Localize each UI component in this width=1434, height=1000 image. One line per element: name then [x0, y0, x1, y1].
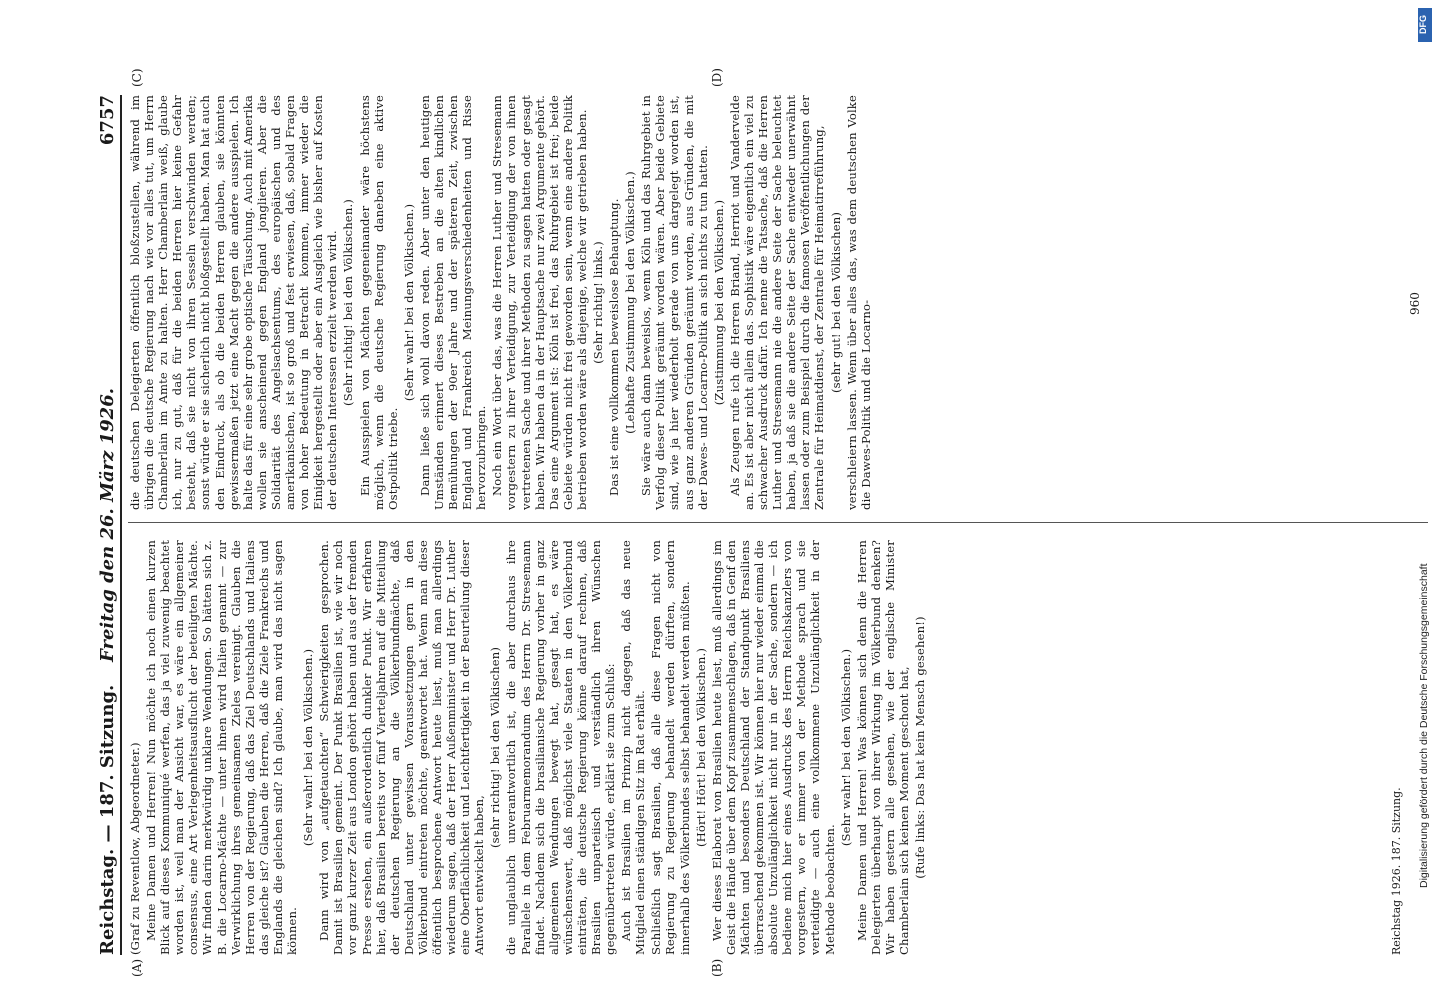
- paragraph: (Graf zu Reventlow, Abgeordneter.): [128, 742, 142, 955]
- column-divider: [128, 522, 1428, 523]
- paragraph: Wer dieses Elaborat von Brasilien heute liest, muß allerdings im Geist die Hände über dem Kopf zusammenschlagen, daß in Genf den Mächten und besonders Deutschland der Standpunkt Brasiliens überraschend gekommen ist. Wir können hier nur wieder einmal die absolute Unzulänglichkeit nicht nur in der Sache, sondern — ich bediene mich hier eines Ausdrucks des Herrn Reichskanzlers von vorgestern, wo er immer von der Methode sprach und sie verteidigte — auch eine vollkommene Unzulänglichkeit in der Methode beobachten.: [709, 540, 837, 955]
- margin-marker-c: (C): [130, 68, 144, 87]
- paragraph: Ein Ausspielen von Mächten gegeneinander wäre höchstens möglich, wenn die deutsche Regierung daneben eine aktive Ostpolitik triebe.: [357, 95, 400, 510]
- paragraph: die unglaublich unverantwortlich ist, die aber durchaus ihre Parallele in dem Februarmemorandum des Herrn Dr. Stresemann findet. Nachdem sich die brasilianische Regierung vorher in ganz allgemeinen Wendungen bewegt hat, gesagt hat, es wäre wünschenswert, daß möglichst viele Staaten in den Völkerbund einträten, die deutsche Regierung könne darauf rechnen, daß Brasilien unparteiisch und verständlich ihren Wünschen gegenübertreten würde, erklärt sie zum Schluß:: [504, 540, 618, 955]
- quotation: Auch ist Brasilien im Prinzip nicht dagegen, daß das neue Mitglied einen ständigen Sitz im Rat erhält.: [619, 540, 648, 955]
- interjection: (sehr richtig! bei den Völkischen): [488, 646, 503, 849]
- paragraph: Noch ein Wort über das, was die Herren Luther und Stresemann vorgestern zu ihrer Verteidigung, zur Verteidigung der von ihnen vertretenen Sache und ihrer Methoden zu sagen hatten oder gesagt haben. Wir haben da in der Hauptsache nur zwei Argumente gehört. Das eine Argument ist: Köln ist frei, das Ruhrgebiet ist frei; beide Gebiete würden nicht frei geworden sein, wenn eine andere Politik betrieben worden wäre als diejenige, welche wir getrieben haben.: [490, 95, 589, 510]
- paragraph: Meine Damen und Herren! Was können sich denn die Herren Delegierten überhaupt von ihrer Wirkung im Völkerbund denken? Wir haben gestern alle gesehen, wie der englische Minister Chamberlain sich keinen Moment geschont hat,: [854, 540, 911, 955]
- column-left: [128, 540, 929, 955]
- digitization-note: Digitalisierung gefördert durch die Deutsche Forschungsgemeinschaft: [1418, 563, 1430, 888]
- paragraph: verschleiern lassen. Wenn über alles das, was dem deutschen Volke die Dawes-Politik und die Locarno-: [844, 95, 873, 510]
- interjection: (Sehr wahr! bei den Völkischen.): [301, 648, 316, 847]
- dfg-logo: DFG: [1418, 8, 1432, 42]
- interjection: (Sehr wahr! bei den Völkischen.): [838, 648, 853, 847]
- column-right: [128, 95, 875, 510]
- paragraph: Dann wird von „aufgetauchten“ Schwierigkeiten gesprochen. Damit ist Brasilien gemeint. Der Punkt Brasilien ist, wie wir noch vor ganz kurzer Zeit aus London gehört haben und aus der fremden Presse ersehen, ein außerordentlich dunkler Punkt. Wir erfahren hier, daß Brasilien bereits vor fünf Vierteljahren auf die Mitteilung der deutschen Regierung an die Völkerbundmächte, daß Deutschland unter gewissen Voraussetzungen gern in den Völkerbund eintreten möchte, geantwortet hat. Wenn man diese öffentlich besprochene Antwort heute liest, muß man allerdings wiederum sagen, daß der Herr Außenminister und Herr Dr. Luther eine Oberflächlichkeit und Leichtfertigkeit in der Beurteilung dieser Antwort entwickelt haben,: [317, 540, 487, 955]
- header-date: Freitag den 26. März 1926.: [97, 388, 118, 662]
- footer-page-number: 960: [1408, 292, 1422, 315]
- interjection: (sehr gut! bei den Völkischen): [828, 211, 843, 394]
- paragraph: Das ist eine vollkommen beweislose Behauptung.: [607, 198, 622, 496]
- page-footer: Reichstag 1926. 187. Sitzung.: [1390, 787, 1403, 955]
- interjection: (Sehr richtig! bei den Völkischen.): [341, 199, 356, 406]
- paragraph: Als Zeugen rufe ich die Herren Briand, Herriot und Vandervelde an. Es ist aber nicht allein das. Sophistik wäre eigentlich ein viel zu schwacher Ausdruck dafür. Ich nenne die Tatsache, daß die Herren Luther und Stresemann nie die andere Seite der Sache beleuchtet haben, ja daß sie die andere Seite der Sache entweder unerwähnt lassen oder zum Beispiel durch die famosen Veröffentlichungen der Zentrale für Heimatdienst, der Zentrale für Heimatirreführung,: [727, 95, 827, 510]
- margin-marker-b: (B): [710, 958, 724, 977]
- paragraph: Meine Damen und Herren! Nun möchte ich noch einen kurzen Blick auf dieses Kommuniqué werfen, das ja viel zuwenig beachtet worden ist, weil man der Ansicht war, es wäre ein allgemeiner consensus, eine Art Verlegenheitsausflucht der beteiligten Mächte. Wir finden darin merkwürdig unklare Wendungen. So hätten sich z. B. die Locarno-Mächte — unter ihnen wird Italien genannt — zur Verwirklichung ihres gemeinsamen Zieles vereinigt. Glauben die Herren von der Regierung, daß das Ziel Deutschlands und Italiens das gleiche ist? Glauben die Herren, daß die Ziele Frankreichs und Englands die gleichen sind? Ich glaube, man wird das nicht sagen können.: [144, 540, 300, 955]
- paragraph: Dann ließe sich wohl davon reden. Aber unter den heutigen Umständen erinnert dieses Bestreben an die alten kindlichen Bemühungen der 90er Jahre und der späteren Zeit, zwischen England und Frankreich Meinungsverschiedenheiten und Risse hervorzubringen.: [417, 95, 489, 510]
- interjection: (Hört! Hört! bei den Völkischen.): [693, 647, 708, 848]
- margin-marker-d: (D): [710, 68, 724, 87]
- margin-marker-a: (A): [130, 958, 144, 977]
- paragraph: Sie wäre auch dann beweislos, wenn Köln und das Ruhrgebiet in Verfolg dieser Politik geräumt worden wären. Aber beide Gebiete sind, wie ja hier wiederholt gerade von uns dargelegt worden ist, aus ganz anderen Gründen geräumt worden, aus Gründen, die mit der Dawes- und Locarno-Politik an sich nichts zu tun hatten.: [639, 95, 710, 510]
- page-header: [90, 95, 118, 955]
- interjection: (Lebhafte Zustimmung bei den Völkischen.): [623, 171, 638, 434]
- interjection: (Sehr wahr! bei den Völkischen.): [401, 203, 416, 402]
- paragraph: Schließlich sagt Brasilien, daß alle diese Fragen nicht von Regierung zu Regierung behandelt werden dürften, sondern innerhalb des Völkerbundes selbst behandelt werden müßten.: [649, 540, 692, 955]
- paragraph: die deutschen Delegierten öffentlich bloßzustellen, während im übrigen die deutsche Regierung nach wie vor alles tut, um Herrn Chamberlain im Amte zu halten. Herr Chamberlain weiß, glaube ich, nur zu gut, daß für die beiden Herren hier keine Gefahr besteht, daß sie nicht von ihren Sesseln verschwinden werden; sonst würde er sie sicherlich nicht bloßgestellt haben. Man hat auch den Eindruck, als ob die beiden Herren glauben, sie könnten gewissermaßen jetzt eine Macht gegen die andere ausspielen. Ich halte das für eine sehr grobe optische Täuschung. Auch mit Amerika wollen sie anscheinend gegen England jonglieren. Aber die Solidarität des Angelsachsentums, des europäischen und des amerikanischen, ist so groß und fest erwiesen, daß, sobald Fragen von hoher Bedeutung in Betracht kommen, immer wieder die Einigkeit hergestellt oder aber ein Ausgleich wie bisher auf Kosten der deutschen Interessen erzielt werden wird.: [128, 95, 340, 510]
- rotated-page-content: [90, 68, 1434, 977]
- interjection: (Zustimmung bei den Völkischen.): [711, 199, 726, 406]
- header-page-number: 6757: [97, 95, 118, 146]
- interjection: (Sehr richtig! links.): [591, 241, 605, 364]
- header-rule: [120, 95, 122, 955]
- interjection: (Rufe links: Das hat kein Mensch gesehen!): [913, 616, 928, 879]
- dfg-side-note: [1418, 8, 1432, 888]
- header-left: Reichstag. — 187. Sitzung.: [97, 684, 118, 955]
